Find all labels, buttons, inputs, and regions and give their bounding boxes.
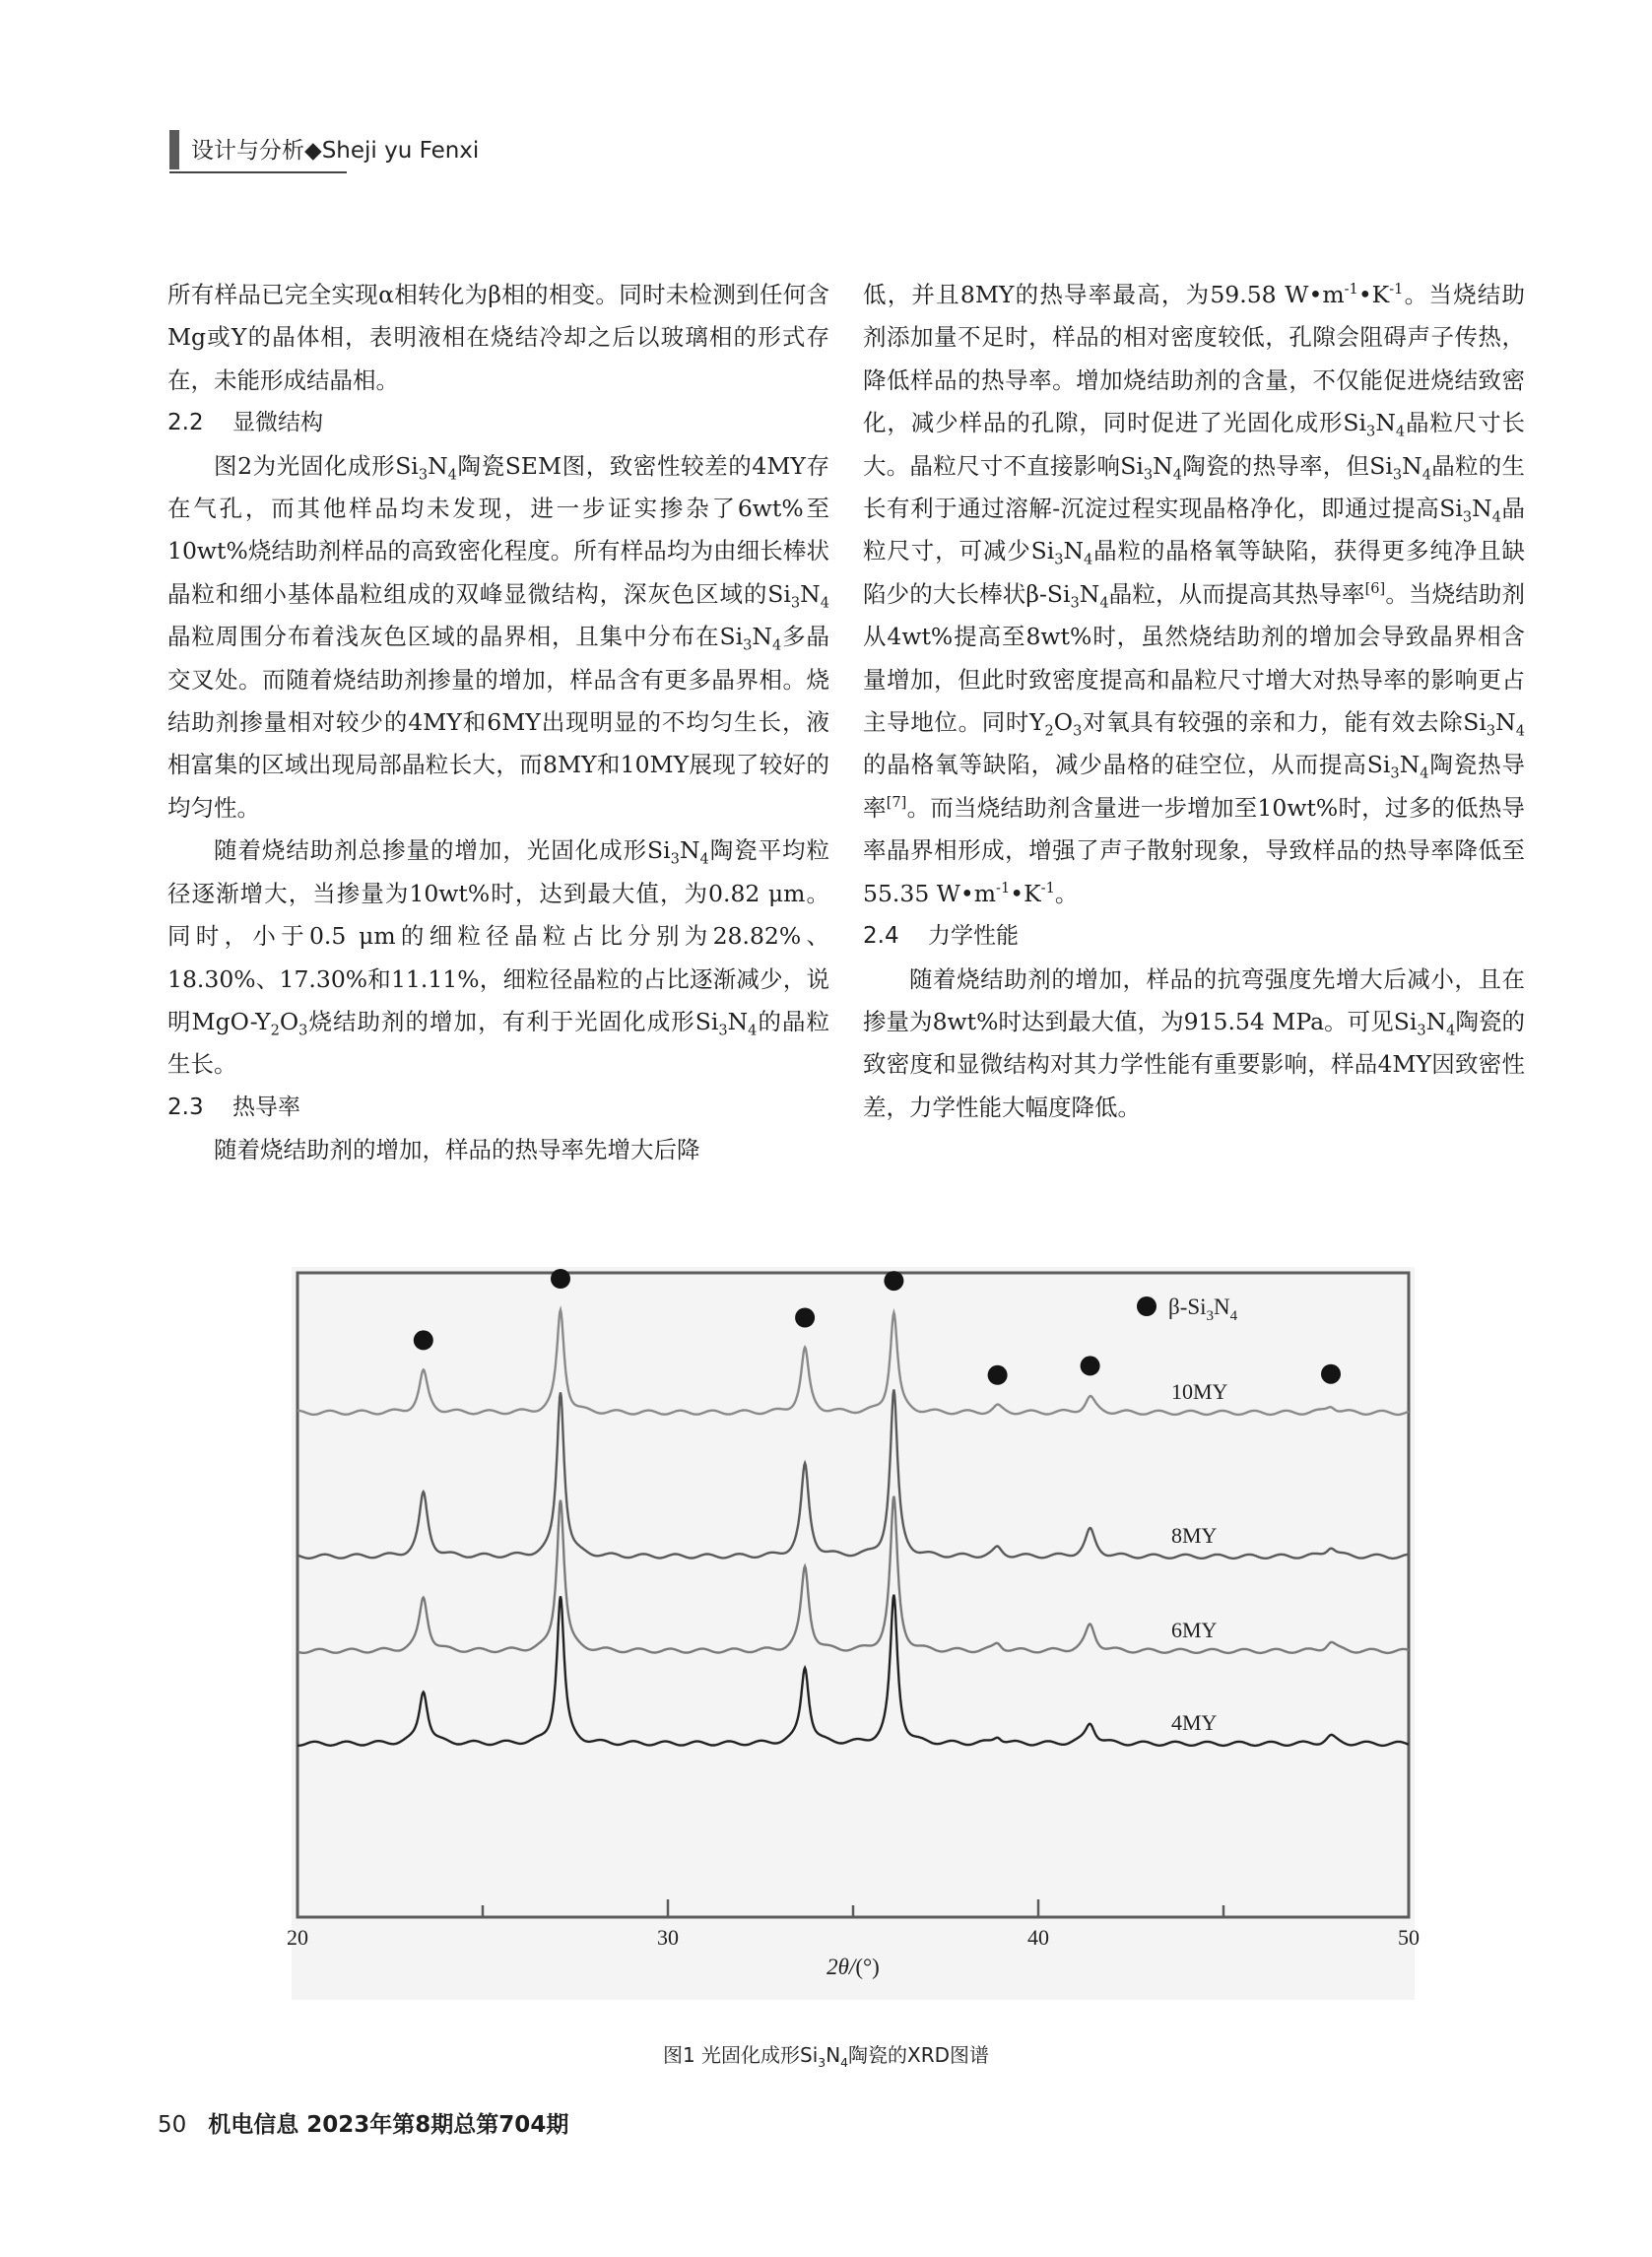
paragraph: 随着烧结助剂的增加，样品的热导率先增大后降 [214, 1136, 700, 1164]
section-heading-2-3: 2.3 热导率 [167, 1094, 300, 1120]
journal-name: 机电信息 2023年第8期总第704期 [208, 2112, 569, 2138]
plot-frame [297, 1273, 1409, 1917]
x-axis-label: 2θ/(°) [826, 1955, 880, 1979]
figure-caption: 图1 光固化成形$Si_3N_4$陶瓷的XRD图谱 [662, 2043, 990, 2070]
x-tick-label: 40 [1027, 1925, 1049, 1950]
peak-marker [414, 1330, 433, 1350]
paragraph: 随着烧结助剂总掺量的增加，光固化成形$Si_3N_4$陶瓷平均粒径逐渐增大，当掺量为10wt%时，达到最大值，为0.82 μm。同时，小于0.5 μm的细粒径晶粒占比分别为28.82%、18.30%、17.30%和11.11%，细粒径晶粒的占比逐渐减少，说明MgO-$Y_2O_3$烧结助剂的增加，有利于光固化成形$Si_3N_4$的晶粒生长。 [167, 836, 830, 1079]
header-marker-bar [169, 130, 179, 169]
right-column [863, 274, 1525, 1129]
header-rule [169, 171, 347, 173]
series-label-10my: 10MY [1171, 1379, 1228, 1404]
peak-marker [988, 1365, 1008, 1385]
legend-label: $\beta-Si_3N_4$ [1168, 1294, 1238, 1324]
left-column [167, 274, 829, 1172]
section-heading-2-4: 2.4 力学性能 [863, 923, 1019, 950]
x-tick-label: 30 [657, 1925, 679, 1950]
x-tick-label: 50 [1398, 1925, 1420, 1950]
peak-marker [1321, 1364, 1341, 1384]
series-label-8my: 8MY [1171, 1523, 1218, 1548]
peak-marker [551, 1269, 570, 1289]
paragraph: 随着烧结助剂的增加，样品的抗弯强度先增大后减小，且在掺量为8wt%时达到最大值，为915.54 MPa。可见$Si_3N_4$陶瓷的致密度和显微结构对其力学性能有重要影响，样品4MY因致密性差，力学性能大幅度降低。 [863, 964, 1526, 1121]
peak-marker [1081, 1356, 1100, 1375]
series-label-6my: 6MY [1171, 1618, 1218, 1642]
peak-marker [795, 1308, 815, 1328]
xrd-figure [287, 1267, 1420, 2000]
xrd-chart [287, 1267, 1420, 2000]
paragraph: 所有样品已完全实现α相转化为β相的相变。同时未检测到任何含Mg或Y的晶体相，表明液相在烧结冷却之后以玻璃相的形式存在，未能形成结晶相。 [167, 281, 829, 394]
x-tick-label: 20 [287, 1925, 308, 1950]
paragraph: 低，并且8MY的热导率最高，为59.58 $W•m^{-1}•K^{-1}$。当烧结助剂添加量不足时，样品的相对密度较低，孔隙会阻碍声子传热，降低样品的热导率。增加烧结助剂的含量，不仅能促进烧结致密化，减少样品的孔隙，同时促进了光固化成形$Si_3N_4$晶粒尺寸长大。晶粒尺寸不直接影响$Si_3N_4$陶瓷的热导率，但$Si_3N_4$晶粒的生长有利于通过溶解-沉淀过程实现晶格净化，即通过提高$Si_3N_4$晶粒尺寸，可减少$Si_3N_4$晶粒的晶格氧等缺陷，获得更多纯净且缺陷少的大长棒状$\beta-Si_3N_4$晶粒，从而提高其热导率[6]。当烧结助剂从4wt%提高至8wt%时，虽然烧结助剂的增加会导致晶界相含量增加，但此时致密度提高和晶粒尺寸增大对热导率的影响更占主导地位。同时$Y_2O_3$对氧具有较强的亲和力，能有效去除$Si_3N_4$的晶格氧等缺陷，减少晶格的硅空位，从而提高$Si_3N_4$陶瓷热导率[7]。而当烧结助剂含量进一步增加至10wt%时，过多的低热导率晶界相形成，增强了声子散射现象，导致样品的热导率降低至55.35 $W•m^{-1}•K^{-1}$。 [863, 281, 1526, 907]
page-footer [158, 2106, 568, 2139]
section-heading-2-2: 2.2 显微结构 [167, 410, 323, 436]
paragraph: 图2为光固化成形$Si_3N_4$陶瓷SEM图，致密性较差的4MY存在气孔，而其他样品均未发现，进一步证实掺杂了6wt%至10wt%烧结助剂样品的高致密化程度。所有样品均为由细长棒状晶粒和细小基体晶粒组成的双峰显微结构，深灰色区域的$Si_3N_4$晶粒周围分布着浅灰色区域的晶界相，且集中分布在$Si_3N_4$多晶交叉处。而随着烧结助剂掺量的增加，样品含有更多晶界相。烧结助剂掺量相对较少的4MY和6MY出现明显的不均匀生长，液相富集的区域出现局部晶粒长大，而8MY和10MY展现了较好的均匀性。 [167, 451, 829, 822]
header-title: 设计与分析◆Sheji yu Fenxi [191, 138, 480, 164]
peak-marker [884, 1271, 903, 1291]
series-label-4my: 4MY [1171, 1710, 1218, 1735]
legend-marker [1137, 1296, 1156, 1316]
page-number: 50 [158, 2112, 187, 2138]
